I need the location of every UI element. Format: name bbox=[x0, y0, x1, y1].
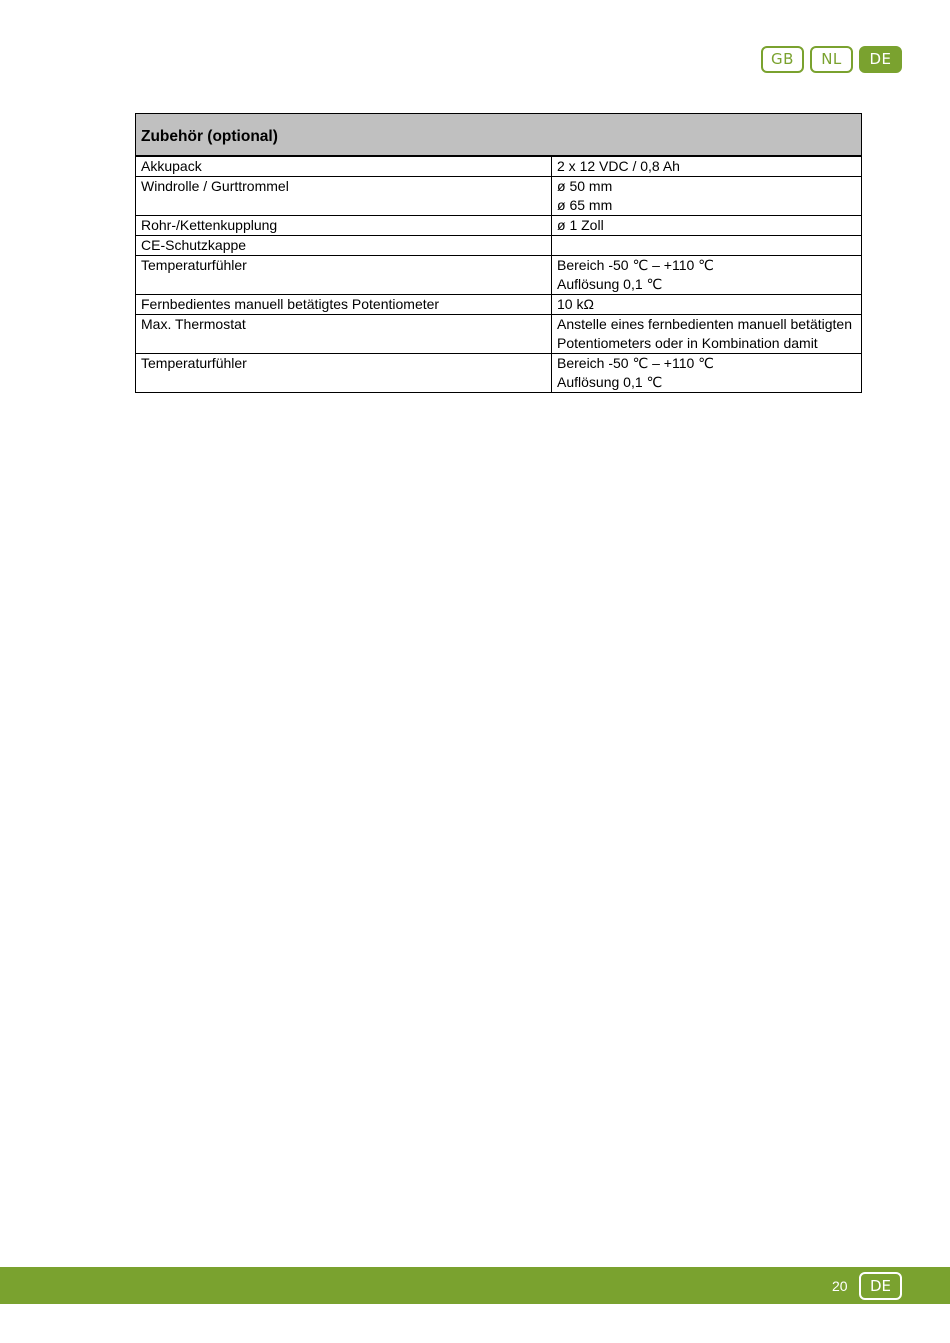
spec-cell bbox=[552, 315, 862, 354]
language-tab-gb[interactable]: GB bbox=[761, 46, 804, 73]
table-row bbox=[136, 295, 862, 315]
item-cell: Akkupack bbox=[136, 156, 552, 177]
item-cell: Fernbedientes manuell betätigtes Potentiometer bbox=[136, 295, 552, 315]
spec-cell bbox=[552, 354, 862, 393]
spec-line: 2 x 12 VDC / 0,8 Ah bbox=[557, 158, 680, 174]
footer-language-badge: DE bbox=[859, 1272, 902, 1300]
spec-cell bbox=[552, 295, 862, 315]
spec-line: ø 1 Zoll bbox=[557, 217, 604, 233]
footer-bar bbox=[0, 1267, 950, 1304]
item-cell: Temperaturfühler bbox=[136, 354, 552, 393]
language-tabs bbox=[761, 46, 902, 73]
item-cell: Temperaturfühler bbox=[136, 256, 552, 295]
spec-line: Potentiometers oder in Kombination damit bbox=[557, 335, 818, 351]
language-tab-nl[interactable]: NL bbox=[810, 46, 853, 73]
spec-line: Bereich -50 ℃ – +110 ℃ bbox=[557, 355, 714, 371]
table-row bbox=[136, 236, 862, 256]
table-row bbox=[136, 216, 862, 236]
item-cell: Windrolle / Gurttrommel bbox=[136, 177, 552, 216]
spec-cell bbox=[552, 177, 862, 216]
spec-cell bbox=[552, 256, 862, 295]
spec-cell bbox=[552, 236, 862, 256]
spec-line: 10 kΩ bbox=[557, 296, 594, 312]
table-row bbox=[136, 354, 862, 393]
spec-line: ø 65 mm bbox=[557, 197, 613, 213]
spec-line: ø 50 mm bbox=[557, 178, 613, 194]
item-cell: Rohr-/Kettenkupplung bbox=[136, 216, 552, 236]
spec-line: Anstelle eines fernbedienten manuell betätigten bbox=[557, 316, 852, 332]
item-cell: CE-Schutzkappe bbox=[136, 236, 552, 256]
table-row bbox=[136, 256, 862, 295]
table-row bbox=[136, 315, 862, 354]
page-number: 20 bbox=[832, 1278, 848, 1294]
spec-cell bbox=[552, 216, 862, 236]
item-cell: Max. Thermostat bbox=[136, 315, 552, 354]
spec-line: Bereich -50 ℃ – +110 ℃ bbox=[557, 257, 714, 273]
spec-line: Auflösung 0,1 ℃ bbox=[557, 276, 663, 292]
accessories-table bbox=[135, 113, 862, 393]
table-title: Zubehör (optional) bbox=[136, 114, 862, 157]
table-row bbox=[136, 156, 862, 177]
spec-cell bbox=[552, 156, 862, 177]
table-header-row bbox=[136, 114, 862, 157]
spec-line: Auflösung 0,1 ℃ bbox=[557, 374, 663, 390]
table-row bbox=[136, 177, 862, 216]
language-tab-de[interactable]: DE bbox=[859, 46, 902, 73]
